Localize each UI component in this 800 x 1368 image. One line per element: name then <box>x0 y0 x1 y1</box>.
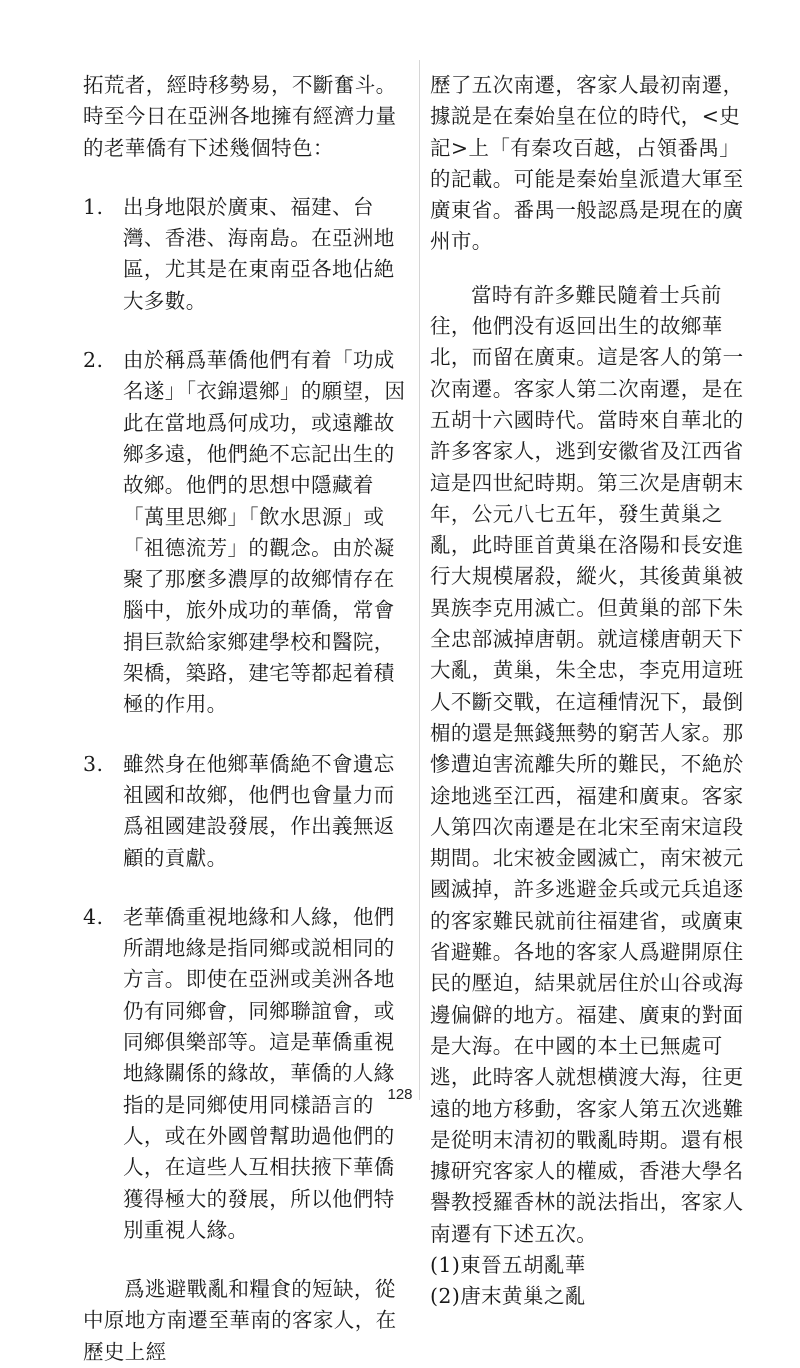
list-item-4 <box>83 902 408 1246</box>
list-number: 1. <box>83 194 104 219</box>
intro-paragraph: 拓荒者，經時移勢易，不斷奮斗。時至今日在亞洲各地擁有經濟力量的老華僑有下述幾個特色： <box>83 73 397 160</box>
left-column <box>83 70 408 1368</box>
column-divider <box>419 60 420 1100</box>
list-text: 老華僑重視地緣和人緣，他們所謂地緣是指同鄉或説相同的方言。即使在亞洲或美洲各地仍有同鄉會，同鄉聯誼會，或同鄉俱樂部等。這是華僑重視地緣關係的緣故，華僑的人緣指的是同鄉使用同樣語言的人，或在外國曾幫助過他們的人，在這些人互相扶掖下華僑獲得極大的發展，所以他們特別重視人緣。 <box>123 904 395 1242</box>
list-number: 4. <box>83 904 104 929</box>
closing-paragraph: 爲逃避戰亂和糧食的短缺，從中原地方南遷至華南的客家人，在歷史上經 <box>83 1277 397 1364</box>
sub-list-item-1: (1)東晉五胡亂華 <box>430 1252 586 1277</box>
list-text: 出身地限於廣東、福建、台灣、香港、海南島。在亞洲地區，尤其是在東南亞各地佔絶大多數。 <box>123 194 395 313</box>
right-column <box>430 70 760 1313</box>
continuation-paragraph: 歷了五次南遷，客家人最初南遷，據説是在秦始皇在位的時代，<史記>上「有秦攻百越，占領番禺」的記載。可能是秦始皇派遣大軍至廣東省。番禺一般認爲是現在的廣州市。 <box>430 73 744 254</box>
sub-list-item-2: (2)唐末黄巢之亂 <box>430 1284 586 1309</box>
page-number: 128 <box>387 1086 413 1103</box>
list-text: 由於稱爲華僑他們有着「功成名遂」「衣錦還鄉」的願望，因此在當地爲何成功，或遠離故鄉多遠，他們絶不忘記出生的故鄉。他們的思想中隱藏着「萬里思鄉」「飲水思源」或「祖德流芳」的觀念。由於凝聚了那麼多濃厚的故鄉情存在腦中，旅外成功的華僑，常會捐巨款給家鄉建學校和醫院，架橋，築路，建宅等都起着積極的作用。 <box>123 348 406 717</box>
list-number: 2. <box>83 348 104 373</box>
list-item-2 <box>83 345 408 721</box>
migration-paragraph: 當時有許多難民隨着士兵前往，他們没有返回出生的故鄉華北，而留在廣東。這是客人的第一次南遷。客家人第二次南遷，是在五胡十六國時代。當時來自華北的許多客家人，逃到安徽省及江西省這是四世紀時期。第三次是唐朝末年，公元八七五年，發生黄巢之亂，此時匪首黄巢在洛陽和長安進行大規模屠殺，縱火，其後黄巢被異族李克用滅亡。但黄巢的部下朱全忠部滅掉唐朝。就這樣唐朝天下大亂，黄巢，朱全忠，李克用這班人不斷交戰，在這種情況下，最倒楣的還是無錢無勢的窮苦人家。那慘遭迫害流離失所的難民，不絶於途地逃至江西，福建和廣東。客家人第四次南遷是在北宋至南宋這段期間。北宋被金國滅亡，南宋被元國滅掉，許多逃避金兵或元兵追逐的客家難民就前往福建省，或廣東省避難。各地的客家人爲避開原住民的壓迫，結果就居住於山谷或海邊偏僻的地方。福建、廣東的對面是大海。在中國的本土已無處可逃，此時客人就想横渡大海，往更遠的地方移動，客家人第五次逃難是從明末清初的戰亂時期。還有根據研究客家人的權威，香港大學名譽教授羅香林的説法指出，客家人南遷有下述五次。 <box>430 282 744 1246</box>
list-number: 3. <box>83 751 104 776</box>
list-item-1 <box>83 192 408 317</box>
list-item-3 <box>83 749 408 874</box>
list-text: 雖然身在他鄉華僑絶不會遺忘祖國和故鄉，他們也會量力而爲祖國建設發展，作出義無返顧的貢獻。 <box>123 751 395 870</box>
